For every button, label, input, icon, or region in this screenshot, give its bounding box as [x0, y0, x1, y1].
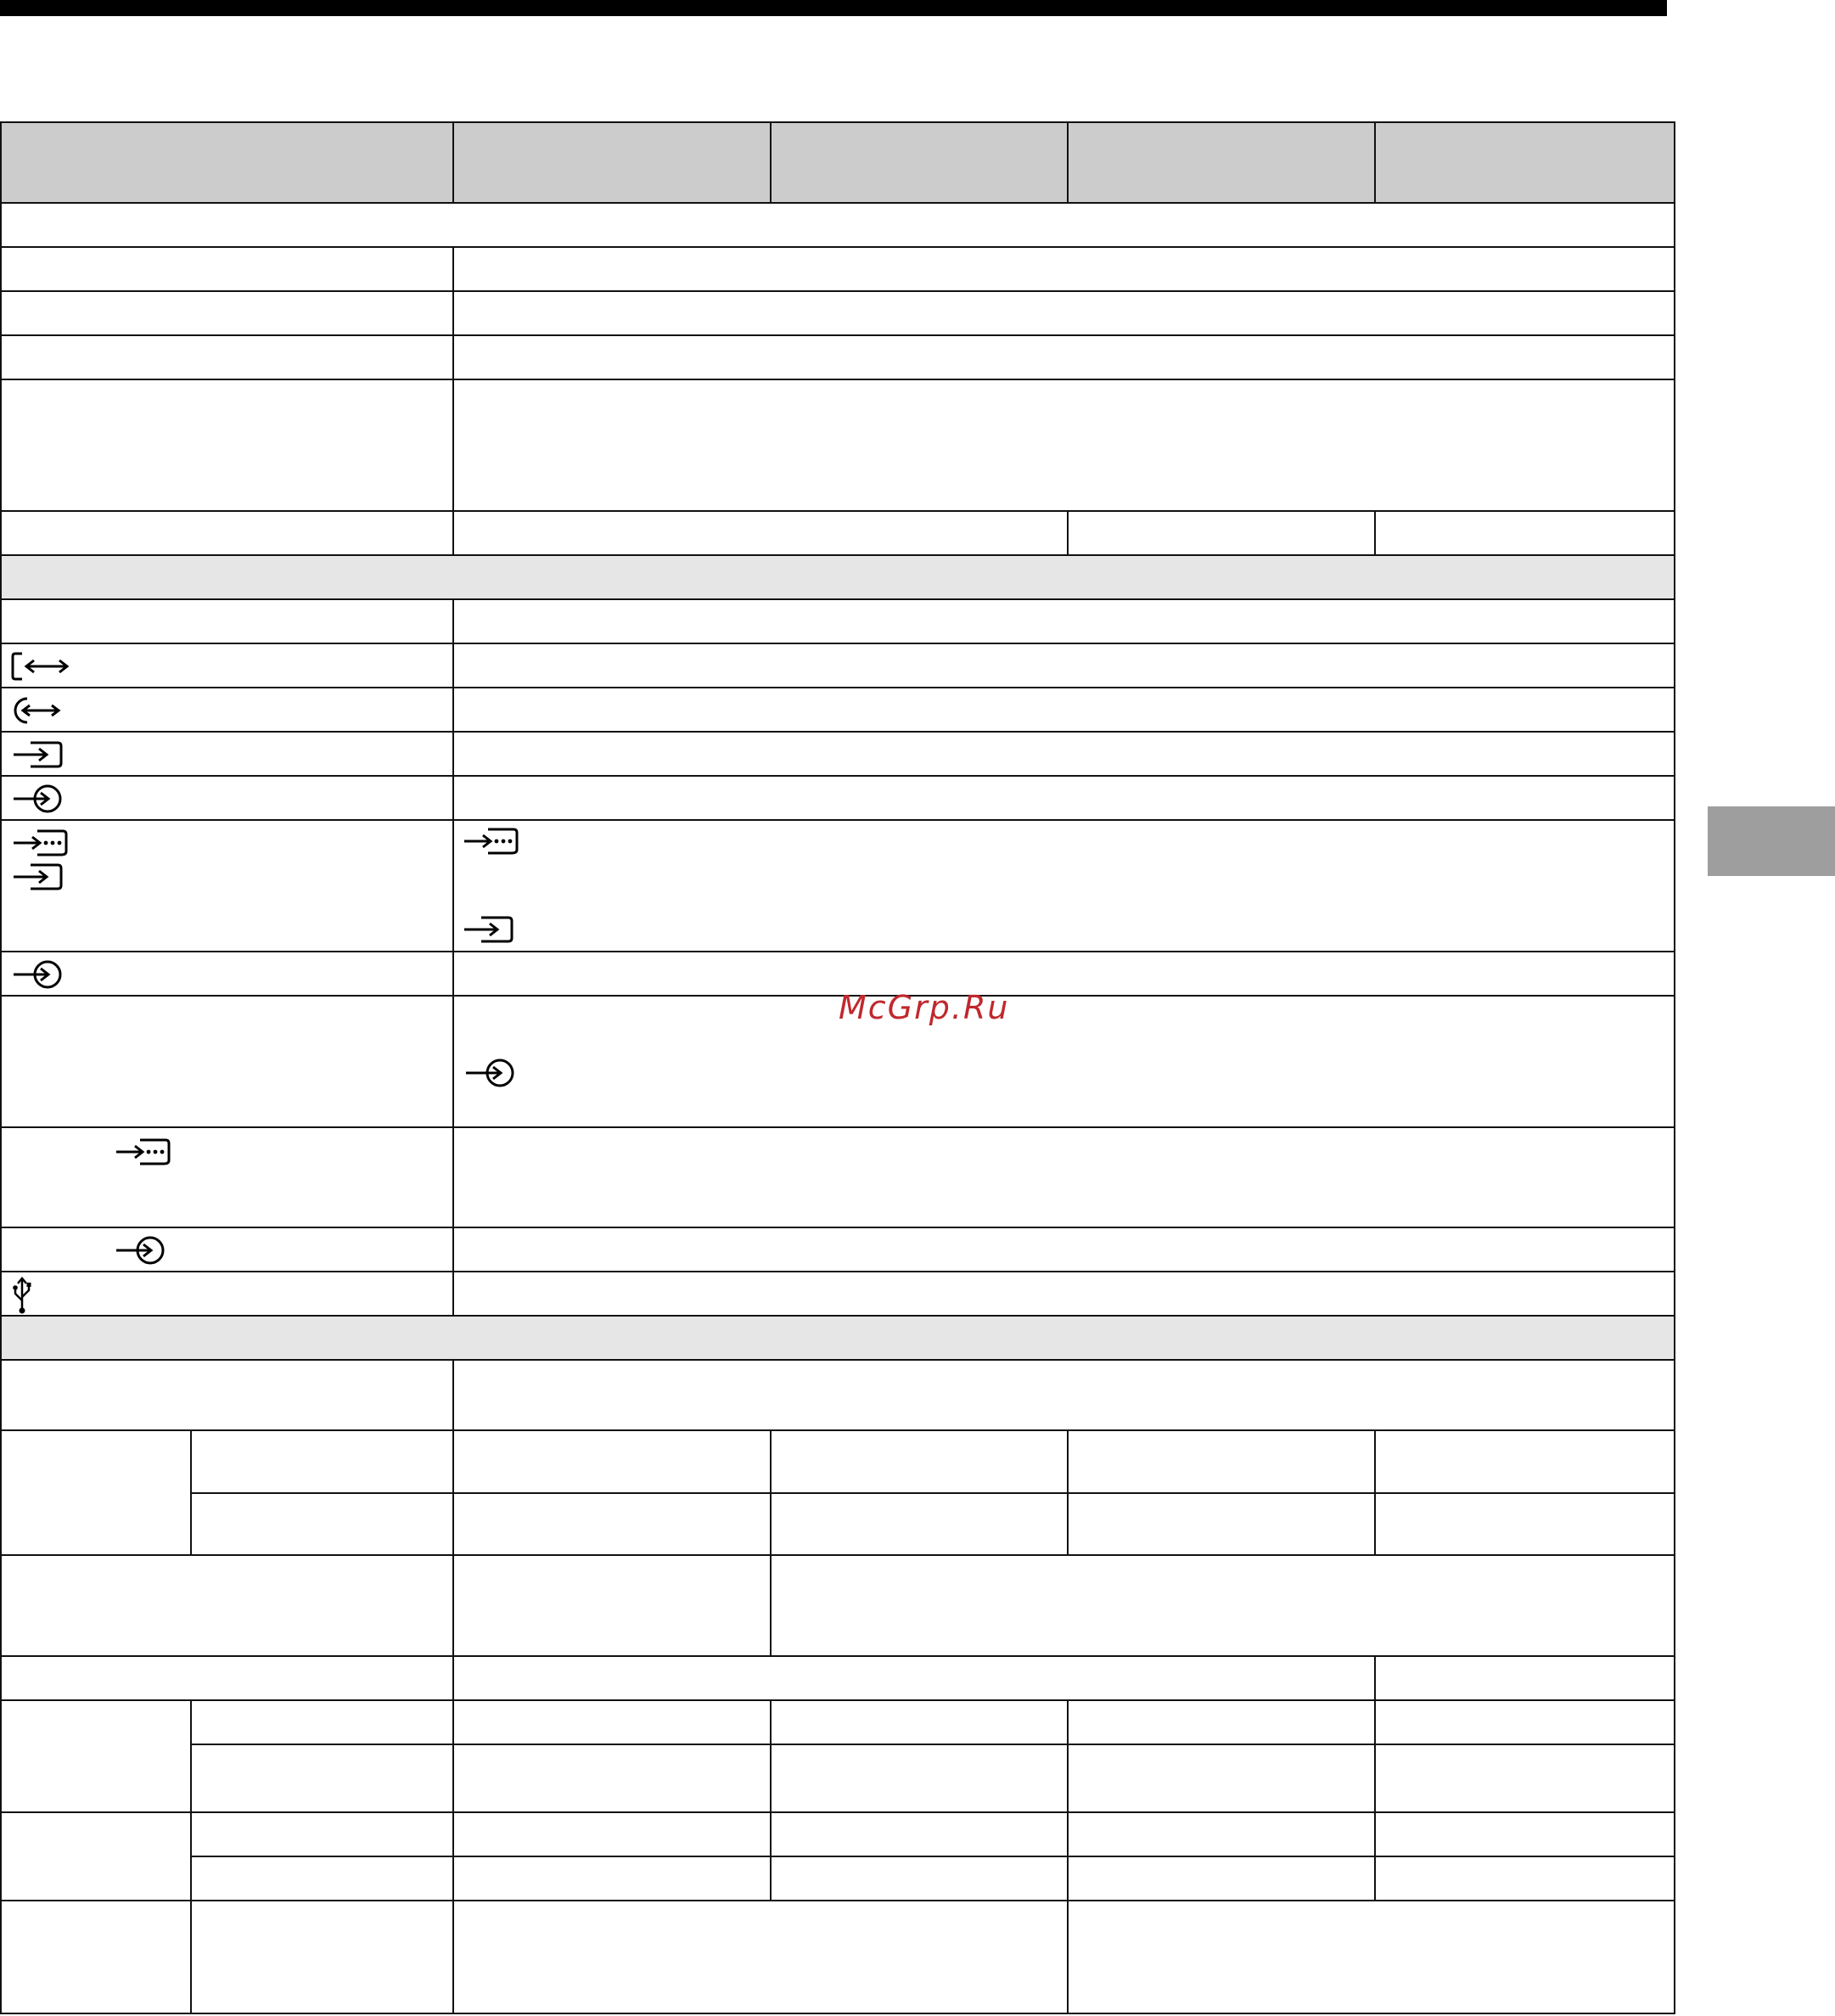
value-cell: [770, 1429, 1069, 1494]
value-cell: [770, 1699, 1069, 1745]
value-cell: [452, 1227, 1675, 1272]
value-cell: [452, 598, 1675, 644]
value-cell: [1374, 1811, 1675, 1857]
value-cell: [770, 1492, 1069, 1556]
value-cell: [452, 1126, 1675, 1228]
value-cell: [452, 1856, 772, 1901]
label-cell: [0, 510, 454, 556]
value-cell: [452, 1492, 772, 1556]
label-cell: [0, 687, 454, 733]
value-cell: [1067, 1856, 1376, 1901]
value-cell: [452, 819, 1675, 952]
value-cell: [1067, 1744, 1376, 1813]
value-cell: [452, 1359, 1675, 1431]
label-cell: [0, 334, 454, 380]
value-cell: [1374, 510, 1675, 556]
label-cell: [0, 819, 454, 952]
value-cell: [1374, 1744, 1675, 1813]
value-cell: [452, 1811, 772, 1857]
value-cell: [1374, 1655, 1675, 1701]
video-input-icon: [12, 959, 65, 990]
value-cell: [452, 731, 1675, 777]
scart-input-icon: [12, 828, 70, 858]
value-cell: [1067, 1492, 1376, 1556]
value-cell: [1067, 1900, 1675, 2014]
label-cell: [0, 1655, 454, 1701]
sub-label-cell: [190, 1492, 454, 1556]
spec-table: [0, 121, 1677, 2016]
section-row: [0, 202, 1675, 248]
section-row: [0, 1315, 1675, 1361]
value-cell: [452, 1744, 772, 1813]
video-input-icon: [12, 783, 65, 814]
scart-input-icon: [463, 826, 520, 856]
header-cell: [1374, 121, 1675, 204]
label-cell: [0, 1554, 454, 1657]
sub-label-cell: [190, 1900, 454, 2014]
sub-label-cell: [190, 1699, 454, 1745]
value-cell: [452, 1699, 772, 1745]
value-cell: [770, 1856, 1069, 1901]
label-cell: [0, 246, 454, 292]
value-cell: [1067, 1429, 1376, 1494]
value-cell: [1067, 510, 1376, 556]
label-cell: [0, 290, 454, 336]
label-cell: [0, 951, 454, 997]
group-label-cell: [0, 1811, 192, 1901]
video-input-icon: [115, 1235, 167, 1266]
component-input-icon: [12, 739, 65, 770]
label-cell: [0, 1227, 454, 1272]
scart-input-icon: [115, 1137, 172, 1167]
label-cell: [0, 1359, 454, 1431]
sub-label-cell: [190, 1429, 454, 1494]
label-cell: [0, 1126, 454, 1228]
value-cell: [452, 995, 1675, 1128]
label-cell: [0, 995, 454, 1128]
top-rule: [0, 0, 1667, 16]
value-cell: [452, 1655, 1376, 1701]
value-cell: [452, 1271, 1675, 1317]
component-input-icon: [463, 914, 515, 945]
label-cell: [0, 731, 454, 777]
value-cell: [1374, 1856, 1675, 1901]
value-cell: [1067, 1699, 1376, 1745]
header-cell: [770, 121, 1069, 204]
section-row: [0, 554, 1675, 600]
value-cell: [452, 1900, 1069, 2014]
value-cell: [452, 951, 1675, 997]
value-cell: [452, 334, 1675, 380]
value-cell: [1374, 1699, 1675, 1745]
label-cell: [0, 598, 454, 644]
value-cell: [452, 379, 1675, 512]
usb-icon: [12, 1277, 32, 1314]
value-cell: [452, 1554, 772, 1657]
value-cell: [1374, 1429, 1675, 1494]
hdmi-io-icon: [10, 651, 70, 682]
header-cell: [0, 121, 454, 204]
watermark: McGrp.Ru: [839, 989, 1010, 1026]
av-io-icon: [10, 695, 61, 726]
value-cell: [770, 1811, 1069, 1857]
value-cell: [452, 246, 1675, 292]
value-cell: [770, 1554, 1675, 1657]
group-label-cell: [0, 1900, 192, 2014]
value-cell: [452, 290, 1675, 336]
header-cell: [1067, 121, 1376, 204]
value-cell: [452, 775, 1675, 821]
group-label-cell: [0, 1429, 192, 1556]
sub-label-cell: [190, 1856, 454, 1901]
group-label-cell: [0, 1699, 192, 1813]
value-cell: [770, 1744, 1069, 1813]
label-cell: [0, 775, 454, 821]
value-cell: [452, 1429, 772, 1494]
value-cell: [452, 687, 1675, 733]
header-cell: [452, 121, 772, 204]
label-cell: [0, 643, 454, 688]
value-cell: [452, 510, 1069, 556]
side-tab: [1708, 806, 1835, 876]
label-cell: [0, 1271, 454, 1317]
value-cell: [1374, 1492, 1675, 1556]
sub-label-cell: [190, 1744, 454, 1813]
component-input-icon: [12, 862, 65, 892]
label-cell: [0, 379, 454, 512]
value-cell: [1067, 1811, 1376, 1857]
value-cell: [452, 643, 1675, 688]
video-input-icon: [464, 1058, 517, 1088]
sub-label-cell: [190, 1811, 454, 1857]
